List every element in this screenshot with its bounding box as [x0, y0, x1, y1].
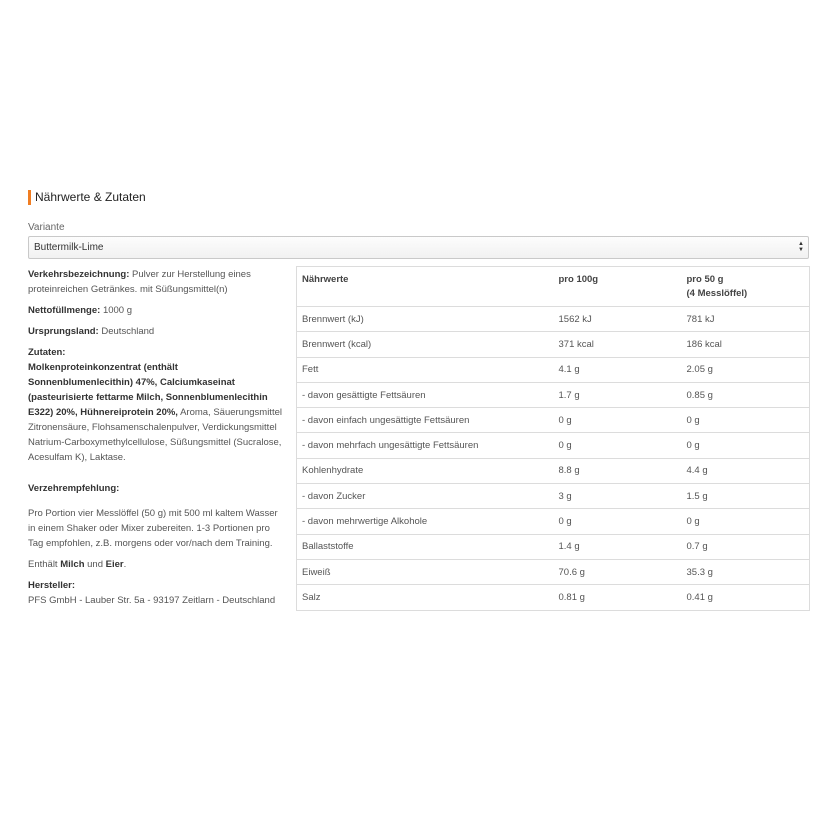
verzehrempfehlung	[28, 481, 283, 496]
allergen-mid: und	[84, 559, 106, 570]
table-row	[297, 357, 810, 382]
value-per-100g: 3 g	[554, 484, 682, 509]
zutaten	[28, 345, 283, 465]
zutaten-rest: Aroma, Säuerungsmittel Zitronensäure, Flohsamenschalenpulver, Verdickungsmittel Natrium-Carboxymethylcellulose, Süßungsmittel (Sucralose, Acesulfam K), Laktase.	[28, 407, 282, 463]
nutrient-name: Salz	[302, 591, 321, 603]
variant-label: Variante	[28, 222, 65, 233]
select-arrows-icon: ▲ ▼	[798, 241, 804, 253]
value-per-100g: 8.8 g	[554, 458, 682, 483]
section-header	[28, 189, 146, 205]
nutrient-name: - davon gesättigte Fettsäuren	[297, 382, 554, 407]
table-row	[297, 585, 810, 610]
value-per-50g: 0.41 g	[686, 591, 713, 603]
variant-select[interactable]	[28, 236, 809, 259]
verkehrsbezeichnung-value: Pulver zur Herstellung eines proteinreichen Getränkes. mit Süßungsmittel(n)	[28, 269, 251, 295]
table-row	[297, 534, 810, 559]
value-per-50g: 35.3 g	[682, 559, 810, 584]
verkehrsbezeichnung	[28, 267, 283, 297]
zutaten-main: Molkenproteinkonzentrat (enthält Sonnenblumenlecithin) 47%, Calciumkaseinat (pasteurisierte fettarme Milch, Sonnenblumenlecithin E322) 20%, Hühnereiprotein 20%,	[28, 362, 268, 418]
table-row	[297, 458, 810, 483]
value-per-100g: 1.4 g	[554, 534, 682, 559]
zutaten-label: Zutaten:	[28, 347, 66, 358]
nutrient-name: Brennwert (kcal)	[297, 332, 554, 357]
header-pro-50g-line2: (4 Messlöffel)	[686, 288, 748, 299]
nutrition-table	[296, 266, 810, 611]
ursprungsland	[28, 324, 283, 339]
ursprungsland-value: Deutschland	[98, 326, 155, 337]
table-header-row	[297, 267, 810, 307]
table-row	[297, 307, 810, 332]
table-row	[297, 433, 810, 458]
value-per-50g: 2.05 g	[682, 357, 810, 382]
allergen-info	[28, 557, 283, 572]
verzehr-text: Pro Portion vier Messlöffel (50 g) mit 500 ml kaltem Wasser in einem Shaker oder Mixer zubereiten. 1-3 Portionen pro Tag empfohlen, z.B. morgens oder vor/nach dem Training.	[28, 508, 278, 549]
value-per-50g: 0 g	[682, 433, 810, 458]
value-per-100g: 0 g	[554, 433, 682, 458]
value-per-50g: 0 g	[682, 509, 810, 534]
value-per-100g: 371 kcal	[554, 332, 682, 357]
accent-bar	[28, 190, 31, 205]
allergen-prefix: Enthält	[28, 559, 61, 570]
value-per-100g: 4.1 g	[554, 357, 682, 382]
value-per-100g: 1562 kJ	[554, 307, 682, 332]
variant-selected-value: Buttermilk-Lime	[34, 242, 104, 253]
nettofuellmenge-value: 1000 g	[100, 305, 133, 316]
value-per-100g: 70.6 g	[554, 559, 682, 584]
table-row	[297, 484, 810, 509]
nutrient-name: Ballaststoffe	[297, 534, 554, 559]
nutrient-name: - davon einfach ungesättigte Fettsäuren	[297, 408, 554, 433]
nutrient-name: - davon mehrfach ungesättigte Fettsäuren	[297, 433, 554, 458]
table-row	[297, 408, 810, 433]
value-per-100g: 0 g	[554, 509, 682, 534]
allergen-milch: Milch	[60, 559, 85, 570]
table-row	[297, 509, 810, 534]
section-title: Nährwerte & Zutaten	[35, 190, 146, 204]
hersteller-label: Hersteller:	[28, 580, 75, 591]
allergen-suffix: .	[123, 559, 127, 570]
value-per-50g: 186 kcal	[682, 332, 810, 357]
header-pro-100g: pro 100g	[554, 267, 682, 307]
value-per-50g: 0.85 g	[682, 382, 810, 407]
header-pro-50g-line1: pro 50 g	[686, 274, 724, 285]
table-row	[297, 382, 810, 407]
value-per-50g: 4.4 g	[682, 458, 810, 483]
nutrient-name: Brennwert (kJ)	[297, 307, 554, 332]
hersteller-value: PFS GmbH - Lauber Str. 5a - 93197 Zeitlarn - Deutschland	[28, 595, 276, 606]
verzehr-label: Verzehrempfehlung:	[28, 483, 120, 494]
product-info	[28, 267, 283, 614]
nutrient-name: - davon Zucker	[297, 484, 554, 509]
value-per-50g: 0.7 g	[682, 534, 810, 559]
value-per-50g: 0 g	[682, 408, 810, 433]
nutrient-name: - davon mehrwertige Alkohole	[297, 509, 554, 534]
ursprungsland-label: Ursprungsland:	[28, 326, 99, 337]
value-per-50g: 1.5 g	[682, 484, 810, 509]
table-row	[297, 332, 810, 357]
allergen-eier: Eier	[105, 559, 124, 570]
table-row	[297, 559, 810, 584]
nutrient-name: Fett	[297, 357, 554, 382]
value-per-100g: 0.81 g	[558, 591, 585, 603]
nettofuellmenge-label: Nettofüllmenge:	[28, 305, 101, 316]
nutrient-name: Eiweiß	[297, 559, 554, 584]
value-per-50g: 781 kJ	[682, 307, 810, 332]
value-per-100g: 1.7 g	[554, 382, 682, 407]
hersteller	[28, 578, 283, 608]
header-naehrwerte: Nährwerte	[297, 267, 554, 307]
nettofuellmenge	[28, 303, 283, 318]
verkehrsbezeichnung-label: Verkehrsbezeichnung:	[28, 269, 130, 280]
value-per-100g: 0 g	[554, 408, 682, 433]
header-pro-50g	[682, 267, 810, 307]
nutrient-name: Kohlenhydrate	[297, 458, 554, 483]
